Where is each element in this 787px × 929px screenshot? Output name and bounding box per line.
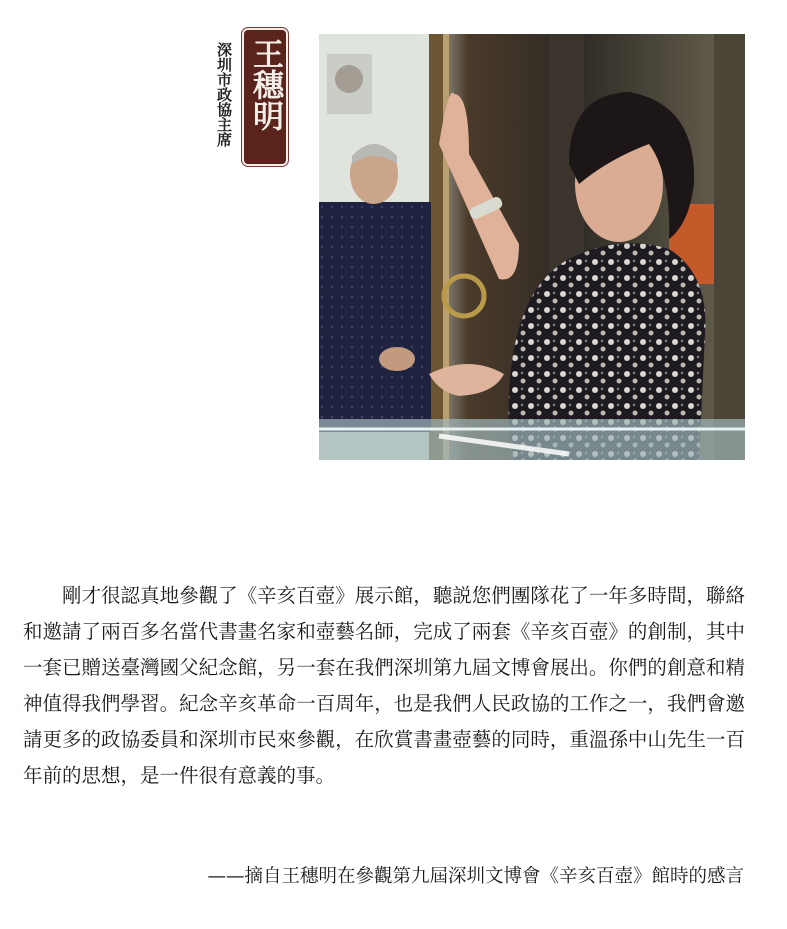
quote-text: 剛才很認真地參觀了《辛亥百壺》展示館，聽説您們團隊花了一年多時間，聯絡和邀請了兩百多名當代書畫名家和壺藝名師，完成了兩套《辛亥百壺》的創制，其中一套已贈送臺灣國父紀念館，另一套在我們深圳第九屆文博會展出。你們的創意和精神值得我們學習。紀念辛亥革命一百周年，也是我們人民政協的工作之一，我們會邀請更多的政協委員和深圳市民來參觀，在欣賞書畫壺藝的同時，重溫孫中山先生一百年前的思想，是一件很有意義的事。 (23, 584, 745, 787)
photo-illustration (319, 34, 745, 460)
quote-paragraph (23, 578, 745, 794)
person-name: 王穗明 (247, 38, 283, 131)
name-seal (244, 30, 286, 164)
official-title: 深圳市政協主席 (215, 42, 233, 147)
exhibition-photo (319, 34, 745, 460)
quote-attribution: ——摘自王穗明在參觀第九屆深圳文博會《辛亥百壺》館時的感言 (207, 866, 744, 887)
